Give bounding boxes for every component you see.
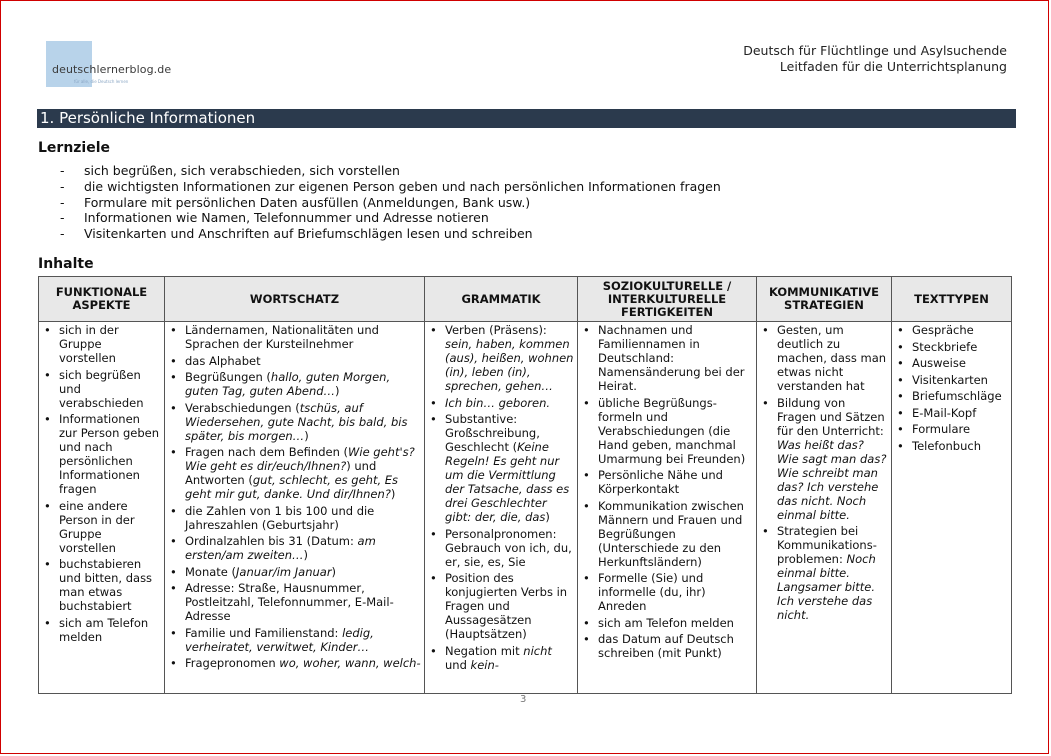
list-item: • Begrüßungen (hallo, guten Morgen, guten Tag, guten Abend…): [170, 370, 421, 398]
list-item: • Fragen nach dem Befinden (Wie geht's? Wie geht es dir/euch/Ihnen?) und Antworten (gut, schlecht, es geht, Es geht mir gut, danke. Und dir/Ihnen?): [170, 445, 421, 501]
list-item: • übliche Begrüßungs-formeln und Verabschiedungen (die Hand geben, manchmal Umarmung bei Freunden): [583, 396, 753, 466]
cell-funktionale-aspekte: [39, 322, 165, 694]
list-item: • Steckbriefe: [897, 340, 1008, 354]
list-item: • Nachnamen und Familiennamen in Deutschland: Namensänderung bei der Heirat.: [583, 323, 753, 393]
list-item: [60, 179, 721, 195]
list-item: • Ich bin… geboren.: [430, 396, 574, 410]
logo-text: deutschlernerblog.de: [52, 63, 172, 76]
goal-text: Formulare mit persönlichen Daten ausfüllen (Anmeldungen, Bank usw.): [84, 194, 531, 210]
list-item: • Ausweise: [897, 356, 1008, 370]
list-item: • sich begrüßen und verabschieden: [44, 368, 161, 410]
goal-text: sich begrüßen, sich verabschieden, sich vorstellen: [84, 163, 400, 178]
list-item: • Personalpronomen: Gebrauch von ich, du, er, sie, es, Sie: [430, 527, 574, 569]
page-number: 3: [520, 694, 527, 705]
list-item: • Adresse: Straße, Hausnummer, Postleitzahl, Telefonnummer, E-Mail-Adresse: [170, 581, 421, 623]
list-item: • Telefonbuch: [897, 439, 1008, 453]
list-item: • Gesten, um deutlich zu machen, dass man etwas nicht verstanden hat: [762, 323, 888, 393]
list-item: • sich in der Gruppe vorstellen: [44, 323, 161, 365]
dash-bullet: -: [60, 226, 65, 242]
list-item: • Bildung von Fragen und Sätzen für den Unterricht: Was heißt das? Wie sagt man das? Wie schreibt man das? Ich verstehe das nicht. Noch einmal bitte.: [762, 396, 888, 522]
dash-bullet: -: [60, 210, 65, 226]
header-kommunikative-strategien: KOMMUNIKATIVE STRATEGIEN: [757, 277, 892, 322]
list-item: • die Zahlen von 1 bis 100 und die Jahreszahlen (Geburtsjahr): [170, 504, 421, 532]
list-item: • Ordinalzahlen bis 31 (Datum: am ersten/am zweiten…): [170, 534, 421, 562]
list-item: • buchstabieren und bitten, dass man etwas buchstabiert: [44, 557, 161, 613]
list-item: • Substantive: Großschreibung, Geschlecht (Keine Regeln! Es geht nur um die Vermittlung der Tatsache, dass es drei Geschlechter gibt: der, die, das): [430, 412, 574, 524]
header-wortschatz: WORTSCHATZ: [165, 277, 425, 322]
dash-bullet: -: [60, 194, 65, 210]
header-line-1: Deutsch für Flüchtlinge und Asylsuchende: [743, 43, 1007, 58]
logo-tagline: für alle, die Deutsch lernen: [74, 79, 129, 84]
list-item: [60, 163, 721, 179]
list-item: • Fragepronomen wo, woher, wann, welch-: [170, 656, 421, 670]
list-item: • sich am Telefon melden: [583, 616, 753, 630]
dash-bullet: -: [60, 163, 65, 178]
lernziele-heading: Lernziele: [38, 140, 111, 156]
header-line-2: Leitfaden für die Unterrichtsplanung: [779, 59, 1007, 74]
goal-text: Visitenkarten und Anschriften auf Briefumschlägen lesen und schreiben: [84, 226, 533, 242]
list-item: • Persönliche Nähe und Körperkontakt: [583, 468, 753, 496]
list-item: • Familie und Familienstand: ledig, verheiratet, verwitwet, Kinder…: [170, 626, 421, 654]
goal-text: Informationen wie Namen, Telefonnummer und Adresse notieren: [84, 210, 489, 226]
list-item: • eine andere Person in der Gruppe vorstellen: [44, 499, 161, 555]
cell-grammatik: [425, 322, 578, 694]
logo: [46, 41, 171, 91]
cell-kommunikative-strategien: [757, 322, 892, 694]
list-item: • Position des konjugierten Verbs in Fragen und Aussagesätzen (Hauptsätzen): [430, 571, 574, 641]
list-item: • Verabschiedungen (tschüs, auf Wiedersehen, gute Nacht, bis bald, bis später, bis morgen…): [170, 401, 421, 443]
header-texttypen: TEXTTYPEN: [892, 277, 1012, 322]
table-header-row: [39, 277, 1012, 322]
list-item: • Strategien bei Kommunikations-problemen: Noch einmal bitte. Langsamer bitte. Ich verstehe das nicht.: [762, 524, 888, 622]
lernziele-list: [60, 163, 721, 242]
list-item: • das Datum auf Deutsch schreiben (mit Punkt): [583, 632, 753, 660]
list-item: • Briefumschläge: [897, 389, 1008, 403]
list-item: • Verben (Präsens): sein, haben, kommen (aus), heißen, wohnen (in), leben (in), sprechen, gehen…: [430, 323, 574, 393]
section-title: 1. Persönliche Informationen: [37, 109, 1016, 128]
list-item: • E-Mail-Kopf: [897, 406, 1008, 420]
list-item: • Kommunikation zwischen Männern und Frauen und Begrüßungen (Unterschiede zu den Herkunftsländern): [583, 499, 753, 569]
header-soziokulturelle: SOZIOKULTURELLE / INTERKULTURELLE FERTIGKEITEN: [578, 277, 757, 322]
cell-soziokulturelle: [578, 322, 757, 694]
list-item: • sich am Telefon melden: [44, 616, 161, 644]
dash-bullet: -: [60, 178, 65, 194]
list-item: [60, 210, 721, 226]
table-row: [39, 322, 1012, 694]
goal-text: die wichtigsten Informationen zur eigenen Person geben und nach persönlichen Informationen fragen: [84, 178, 721, 194]
cell-texttypen: [892, 322, 1012, 694]
list-item: • Monate (Januar/im Januar): [170, 565, 421, 579]
content-table: [38, 276, 1012, 694]
list-item: • Ländernamen, Nationalitäten und Sprachen der Kursteilnehmer: [170, 323, 421, 351]
list-item: • das Alphabet: [170, 354, 421, 368]
list-item: • Gespräche: [897, 323, 1008, 337]
list-item: • Informationen zur Person geben und nach persönlichen Informationen fragen: [44, 412, 161, 496]
header-grammatik: GRAMMATIK: [425, 277, 578, 322]
cell-wortschatz: [165, 322, 425, 694]
list-item: • Negation mit nicht und kein-: [430, 644, 574, 672]
header-funktionale-aspekte: FUNKTIONALE ASPEKTE: [39, 277, 165, 322]
inhalte-heading: Inhalte: [38, 256, 94, 272]
list-item: • Formulare: [897, 422, 1008, 436]
list-item: • Visitenkarten: [897, 373, 1008, 387]
list-item: [60, 195, 721, 211]
list-item: • Formelle (Sie) und informelle (du, ihr) Anreden: [583, 571, 753, 613]
list-item: [60, 226, 721, 242]
document-header: [743, 43, 1007, 75]
